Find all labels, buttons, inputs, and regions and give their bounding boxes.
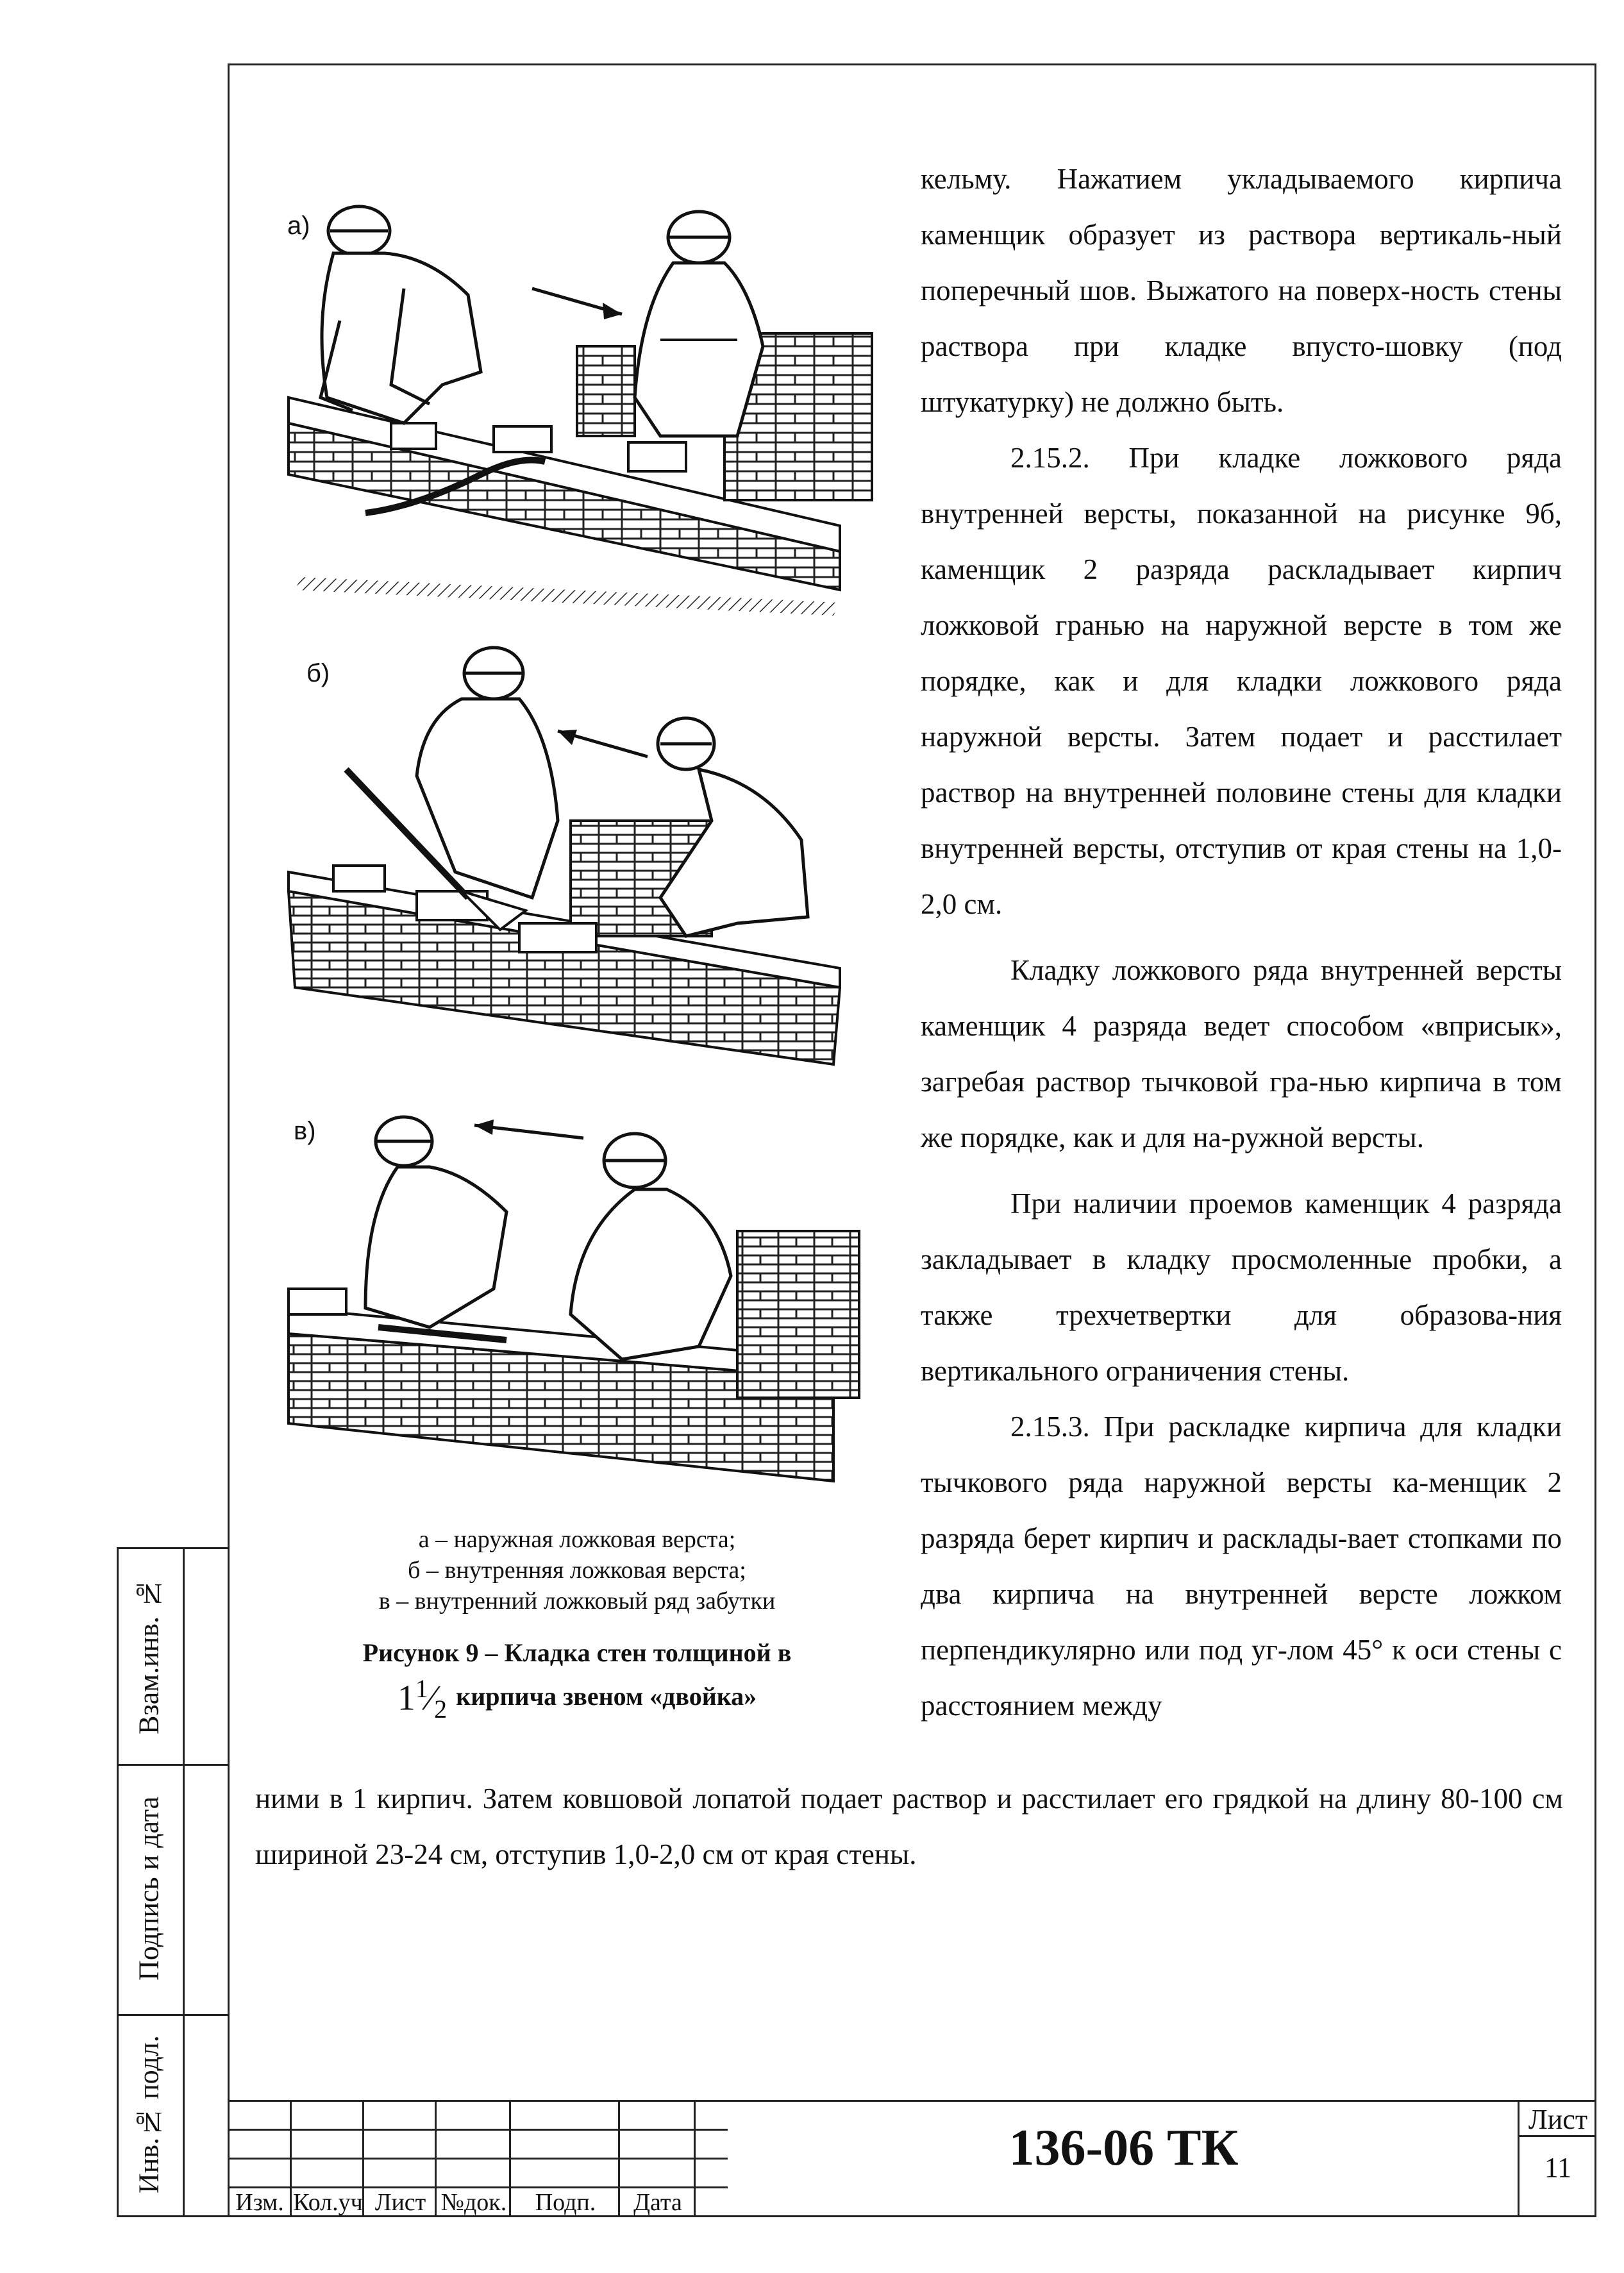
podpis-data-label: Подпись и дата [133, 1796, 165, 1981]
caption-line-b: б – внутренняя ложковая верста; [408, 1557, 746, 1584]
figure-label-a: а) [287, 212, 310, 240]
caption-line-v: в – внутренний ложковый ряд забутки [378, 1588, 776, 1615]
figure-label-v: в) [294, 1117, 316, 1145]
paragraph-2: 2.15.2. При кладке ложкового ряда внутренней версты, показанной на рисунке 9б, каменщик 2 разряда раскладывает кирпич ложковой гранью на наружной версте в том же порядке, как и для кладки ложкового ряда наружной версты. Затем подает и расстилает раствор на внутренней половине стены для кладки внутренней версты, отступив от края стены на 1,0-2,0 см. [921, 442, 1562, 920]
fraction-whole: 1 [397, 1678, 415, 1718]
stamp-col-list: Лист [374, 2189, 426, 2216]
sheet-number: 11 [1544, 2152, 1572, 2183]
fraction-numerator: 1 [415, 1674, 428, 1703]
stamp-col-izm: Изм. [235, 2189, 284, 2216]
stamp-col-podp: Подп. [535, 2189, 596, 2216]
inv-podl-label: Инв.№ подл. [133, 2035, 165, 2194]
title-block [228, 2100, 1596, 2217]
caption-line-a: а – наружная ложковая верста; [418, 1526, 736, 1553]
illustration-inner-stretcher-course [276, 628, 891, 1077]
figure-caption [276, 1524, 878, 1616]
paragraph-4: При наличии проемов каменщик 4 разряда закладывает в кладку просмоленные пробки, а также трехчетвертки для образова-ния вертикального ограничения стены. [921, 1187, 1562, 1387]
figure-title-line2 [276, 1671, 878, 1727]
figure-title-line1: Рисунок 9 – Кладка стен толщиной в [362, 1638, 792, 1667]
illustration-inner-backing-course [276, 1103, 891, 1494]
figure-title-text: кирпича звеном «двойка» [456, 1682, 757, 1711]
fraction-denominator: 2 [434, 1694, 448, 1724]
stamp-col-ndok: №док. [440, 2189, 507, 2216]
document-code: 136-06 ТК [1009, 2120, 1239, 2176]
paragraph-5: 2.15.3. При раскладке кирпича для кладки тычкового ряда наружной версты ка-менщик 2 разряда берет кирпич и расклады-вает стопками по два кирпича на внутренней версте ложком перпендикулярно или под уг-лом 45° к оси стены с расстоянием между [921, 1411, 1562, 1722]
illustration-outer-stretcher-course [276, 192, 898, 616]
paragraph-1: кельму. Нажатием укладываемого кирпича каменщик образует из раствора вертикаль-ный поперечный шов. Выжатого на поверх-ность стены раствора при кладке впусто-шовку (под штукатурку) не должно быть. [921, 163, 1562, 418]
sheet-label: Лист [1528, 2104, 1588, 2135]
body-text-continuation [255, 1771, 1563, 1883]
figure-label-b: б) [306, 659, 330, 687]
paragraph-5-continuation: ними в 1 кирпич. Затем ковшовой лопатой подает раствор и расстилает его грядкой на длину 80-100 см шириной 23-24 см, отступив 1,0-2,0 см от края стены. [255, 1782, 1563, 1870]
paragraph-3: Кладку ложкового ряда внутренней версты каменщик 4 разряда ведет способом «вприсык», загребая раствор тычковой гра-нью кирпича в том же порядке, как и для на-ружной версты. [921, 954, 1562, 1153]
thickness-fraction: $1^1⁄_2$ [397, 1674, 448, 1724]
figure-title [276, 1635, 878, 1727]
body-text-column [921, 151, 1562, 1734]
stamp-col-data: Дата [633, 2189, 682, 2216]
vzam-inv-label: Взам.инв. № [133, 1578, 165, 1734]
stamp-col-kolvch: Кол.уч [293, 2189, 363, 2216]
